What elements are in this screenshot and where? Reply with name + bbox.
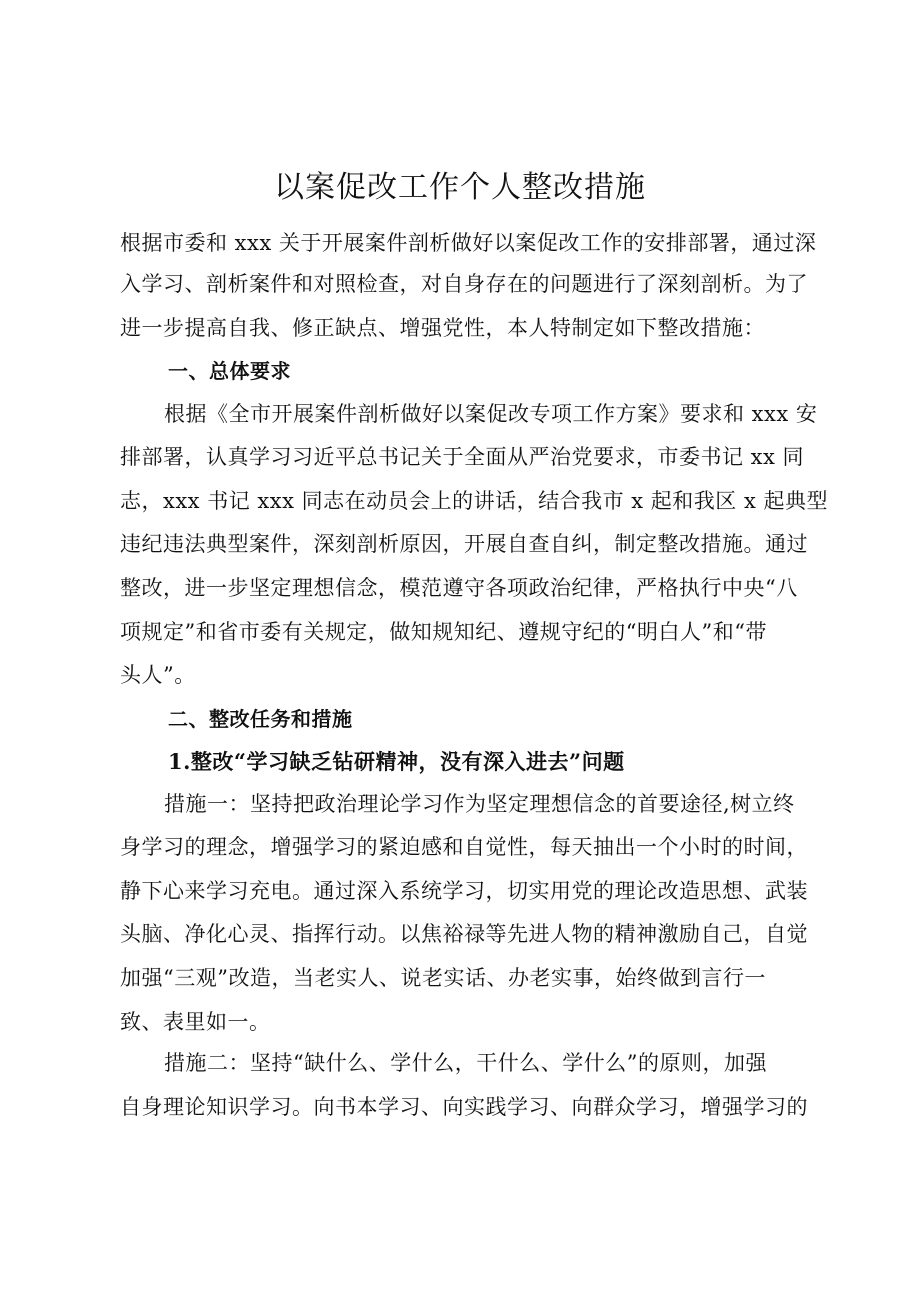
section-heading-rectification-tasks: 二、整改任务和措施 [168,707,353,731]
paragraph-line: 志，xxx 书记 xxx 同志在动员会上的讲话，结合我市 x 起和我区 x 起典型 [120,489,828,513]
paragraph-line: 入学习、剖析案件和对照检查，对自身存在的问题进行了深刻剖析。为了 [120,272,808,296]
paragraph-line: 身学习的理念，增强学习的紧迫感和自觉性，每天抽出一个小时的时间， [120,835,808,859]
paragraph-line: 整改，进一步坚定理想信念，模范遵守各项政治纪律，严格执行中央“八 [120,576,798,600]
paragraph-line: 项规定”和省市委有关规定，做知规知纪、遵规守纪的“明白人”和“带 [120,620,767,644]
paragraph-line: 致、表里如一。 [120,1010,271,1034]
paragraph-line: 头脑、净化心灵、指挥行动。以焦裕禄等先进人物的精神激励自己，自觉 [120,922,808,946]
paragraph-line: 头人”。 [120,663,196,687]
section-heading-general-requirements: 一、总体要求 [168,359,291,383]
paragraph-line: 进一步提高自我、修正缺点、增强党性，本人特制定如下整改措施： [120,316,765,340]
paragraph-line: 自身理论知识学习。向书本学习、向实践学习、向群众学习，增强学习的 [120,1095,808,1119]
paragraph-line: 静下心来学习充电。通过深入系统学习，切实用党的理论改造思想、武装 [120,879,808,903]
paragraph-line: 排部署，认真学习习近平总书记关于全面从严治党要求，市委书记 xx 同 [120,445,805,469]
paragraph-line: 措施一：坚持把政治理论学习作为坚定理想信念的首要途径,树立终 [164,792,795,816]
paragraph-line: 违纪违法典型案件，深刻剖析原因，开展自查自纠，制定整改措施。通过 [120,532,808,556]
paragraph-line: 措施二：坚持“缺什么、学什么，干什么、学什么”的原则，加强 [164,1051,767,1075]
document-title: 以案促改工作个人整改措施 [274,170,646,205]
paragraph-line: 根据《全市开展案件剖析做好以案促改专项工作方案》要求和 xxx 安 [164,402,818,426]
subsection-heading: 1.整改“学习缺乏钻研精神，没有深入进去”问题 [168,749,625,774]
paragraph-line: 根据市委和 xxx 关于开展案件剖析做好以案促改工作的安排部署，通过深 [120,231,817,255]
paragraph-line: 加强“三观”改造，当老实人、说老实话、办老实事，始终做到言行一 [120,966,766,990]
